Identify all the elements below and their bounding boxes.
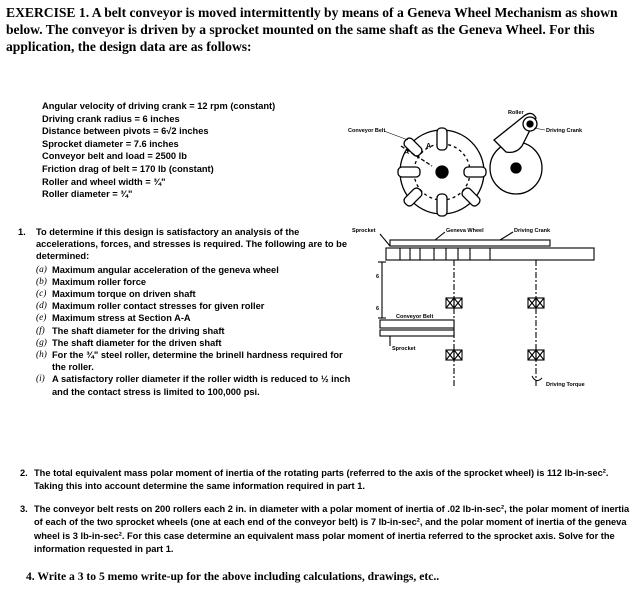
item-text: A satisfactory roller diameter if the roller width is reduced to ½ inch and the contact stress is limited to 100,000 psi.	[52, 374, 351, 397]
label-driving-crank-side: Driving Crank	[514, 228, 551, 234]
item-label: (e)	[36, 313, 47, 324]
label-dimension-a: 6	[376, 274, 380, 280]
geneva-figure	[346, 110, 616, 230]
item-label: (h)	[36, 350, 47, 361]
part-1-number: 1.	[18, 227, 26, 237]
bearing	[446, 350, 462, 360]
item-text: Maximum roller force	[52, 276, 147, 287]
conveyor-sprocket-lower	[380, 330, 454, 336]
geneva-hub	[436, 166, 448, 178]
label-section-a-right: A	[426, 143, 432, 150]
part-1-item	[36, 349, 358, 373]
design-data-list	[42, 100, 342, 201]
item-label: (d)	[36, 301, 47, 312]
item-text: The shaft diameter for the driven shaft	[52, 337, 222, 348]
part-2-number: 2.	[20, 468, 28, 478]
item-text: The shaft diameter for the driving shaft	[52, 325, 225, 336]
part-4: 4. Write a 3 to 5 memo write-up for the above including calculations, drawings, etc..	[26, 570, 440, 583]
item-label: (a)	[36, 264, 47, 275]
item-text: Maximum torque on driven shaft	[52, 289, 196, 300]
item-label: (b)	[36, 276, 47, 287]
design-data-item: Sprocket diameter = 7.6 inches	[42, 138, 179, 149]
label-driving-torque: Driving Torque	[546, 382, 585, 388]
item-label: (i)	[36, 374, 45, 385]
bearing	[528, 350, 544, 360]
item-label: (g)	[36, 337, 47, 348]
part-1-item	[36, 288, 358, 300]
design-data-item: Roller diameter = ¾"	[42, 189, 133, 200]
item-text: Maximum angular acceleration of the geneva wheel	[52, 264, 279, 275]
label-dimension-b: 6	[376, 306, 380, 312]
label-conveyor-belt-side: Conveyor Belt	[396, 314, 434, 320]
design-data-item: Driving crank radius = 6 inches	[42, 113, 180, 124]
part-2	[20, 467, 632, 494]
crank-plate	[390, 240, 550, 246]
part-1-item	[36, 300, 358, 312]
design-data-item: Friction drag of belt = 170 lb (constant)	[42, 163, 214, 174]
part-1-item	[36, 373, 358, 397]
label-geneva-wheel: Geneva Wheel	[446, 228, 484, 234]
design-data-item: Roller and wheel width = ¾"	[42, 176, 166, 187]
design-data-item: Conveyor belt and load = 2500 lb	[42, 151, 187, 162]
side-view-figure	[350, 226, 630, 396]
part-1-intro: To determine if this design is satisfactory an analysis of the accelerations, forces, and stresses is required. The following are to be determined:	[36, 227, 348, 262]
item-label: (f)	[36, 325, 45, 336]
conveyor-sprocket-upper	[380, 320, 454, 328]
label-sprocket: Sprocket	[352, 228, 376, 234]
label-driving-crank: Driving Crank	[546, 128, 583, 134]
part-1-item	[36, 325, 358, 337]
label-section-a-left: A	[404, 149, 410, 156]
bearing	[446, 298, 462, 308]
part-1	[18, 226, 358, 398]
part-3-text: The conveyor belt rests on 200 rollers each 2 in. in diameter with a polar moment of inertia of .02 lb-in-sec², the polar moment of inertia of each of the two sprocket wheels (one at each end of the conveyor belt) is 7 lb-in-sec², and the polar moment of inertia of the geneva wheel is 3 lb-in-sec². For this case determine an equivalent mass polar moment of inertia referred to the sprocket axis. Solve for the information requested in part 1.	[34, 504, 630, 555]
part-3-number: 3.	[20, 504, 28, 514]
label-conveyor-belt: Conveyor Belt	[348, 128, 386, 134]
part-1-item	[36, 337, 358, 349]
item-text: For the ¾" steel roller, determine the brinell hardness required for the roller.	[52, 350, 343, 373]
item-text: Maximum stress at Section A-A	[52, 313, 191, 324]
bearing	[528, 298, 544, 308]
label-sprocket-side: Sprocket	[392, 346, 416, 352]
part-1-item	[36, 264, 358, 276]
label-roller: Roller	[508, 110, 524, 116]
torque-arrow	[532, 376, 542, 381]
part-1-item	[36, 276, 358, 288]
item-text: Maximum roller contact stresses for given roller	[52, 301, 265, 312]
item-label: (c)	[36, 289, 47, 300]
part-3	[20, 503, 632, 557]
part-1-item	[36, 312, 358, 324]
part-2-text: The total equivalent mass polar moment of inertia of the rotating parts (referred to the axis of the sprocket wheel) is 112 lb-in-sec². Taking this into account determine the same information required in part 1.	[34, 468, 609, 492]
design-data-item: Distance between pivots = 6√2 inches	[42, 126, 209, 137]
exercise-header: EXERCISE 1. A belt conveyor is moved intermittently by means of a Geneva Wheel Mechanism as shown below. The conveyor is driven by a sprocket mounted on the same shaft as the Geneva Wheel. For this application, the design data are as follows:	[6, 5, 618, 54]
design-data-item: Angular velocity of driving crank = 12 rpm (constant)	[42, 101, 276, 111]
